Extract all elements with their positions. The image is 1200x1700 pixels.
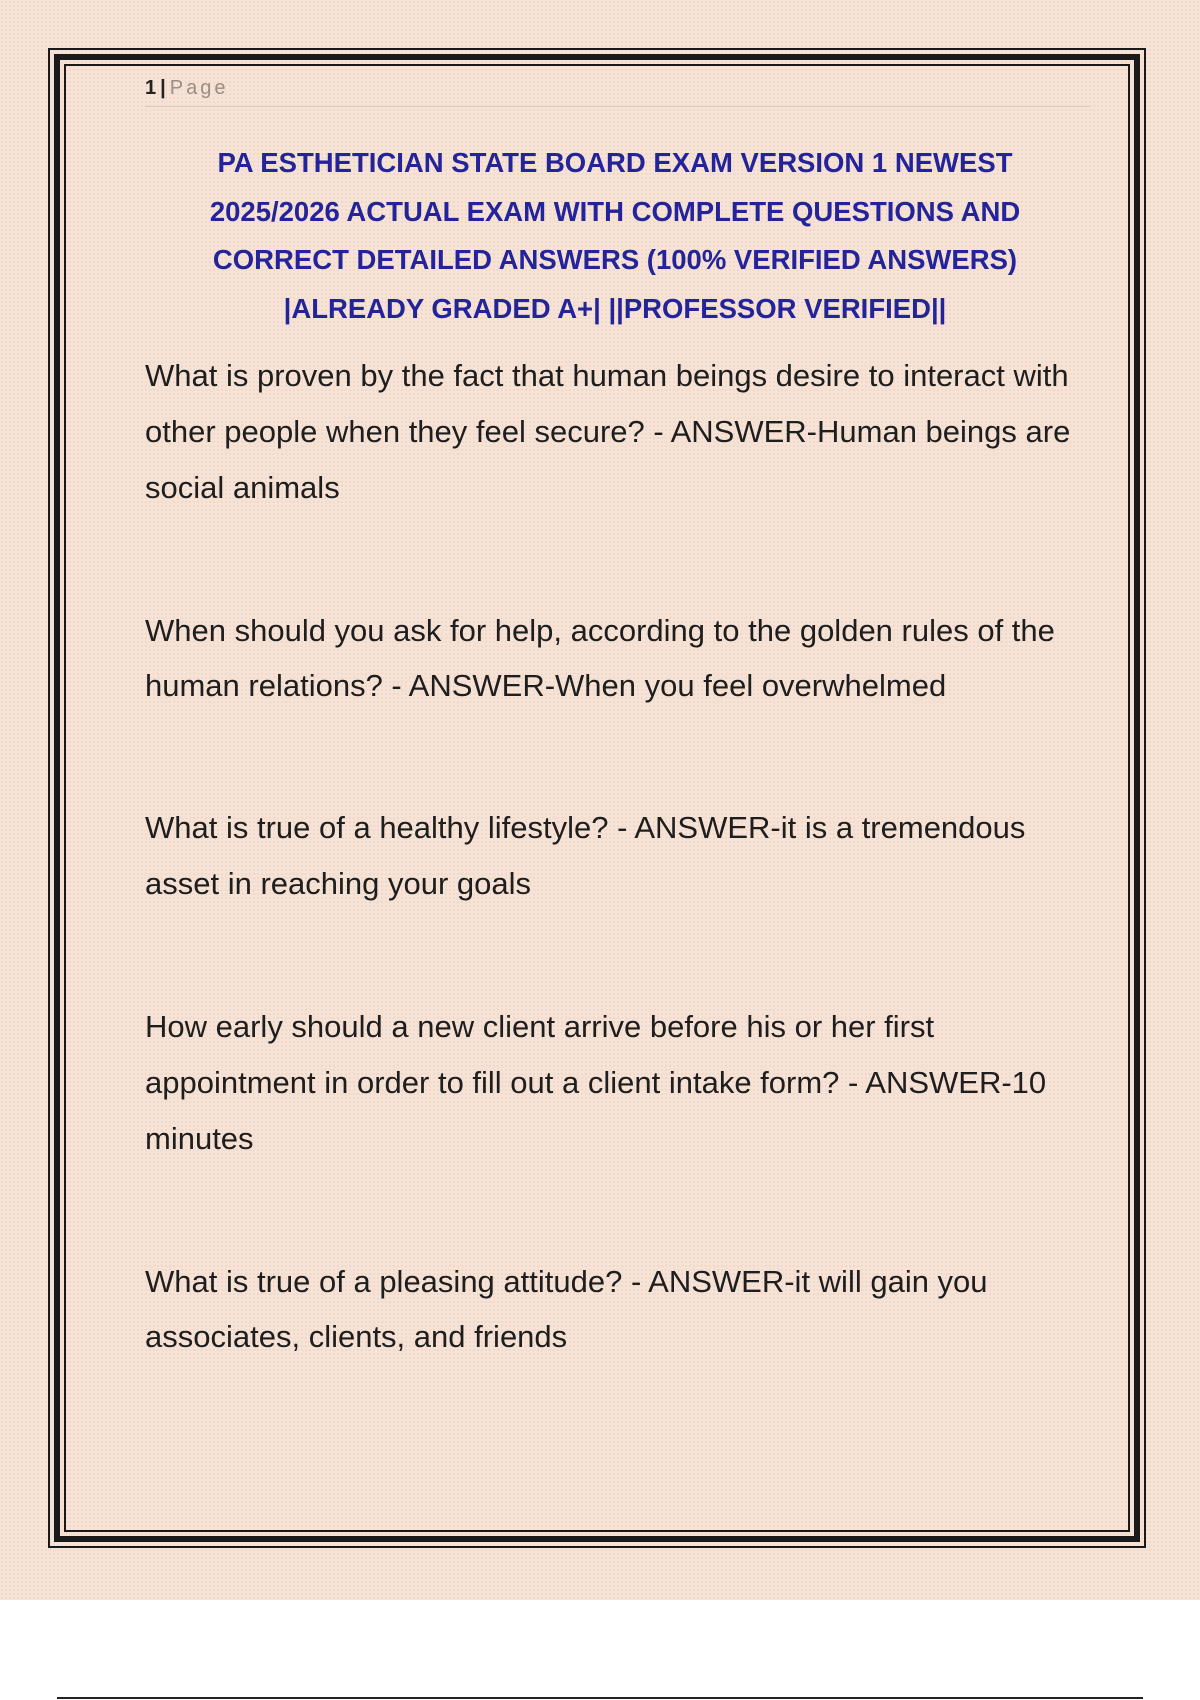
next-page-top-rule — [57, 1697, 1143, 1699]
question-item-3: What is true of a healthy lifestyle? - ANSWER-it is a tremendous asset in reaching your goals — [145, 810, 1026, 901]
document-title: PA ESTHETICIAN STATE BOARD EXAM VERSION 1 NEWEST 2025/2026 ACTUAL EXAM WITH COMPLETE QUESTIONS AND CORRECT DETAILED ANSWERS (100% VERIFIED ANSWERS) |ALREADY GRADED A+| ||PROFESSOR VERIFIED|| — [209, 147, 1021, 324]
question-item-1: What is proven by the fact that human beings desire to interact with other people when they feel secure? - ANSWER-Human beings are social animals — [145, 358, 1071, 505]
question-item-5: What is true of a pleasing attitude? - ANSWER-it will gain you associates, clients, and friends — [145, 1264, 988, 1354]
question-item-4: How early should a new client arrive before his or her first appointment in order to fill out a client intake form? - ANSWER-10 minutes — [145, 1009, 1047, 1156]
question-list — [145, 348, 1090, 1451]
page-label: Page — [169, 77, 229, 99]
page-number: 1 — [145, 77, 157, 99]
page-header — [145, 74, 1090, 107]
question-item-2: When should you ask for help, according to the golden rules of the human relations? - ANSWER-When you feel overwhelmed — [145, 613, 1055, 703]
page-header-separator: | — [160, 77, 166, 99]
